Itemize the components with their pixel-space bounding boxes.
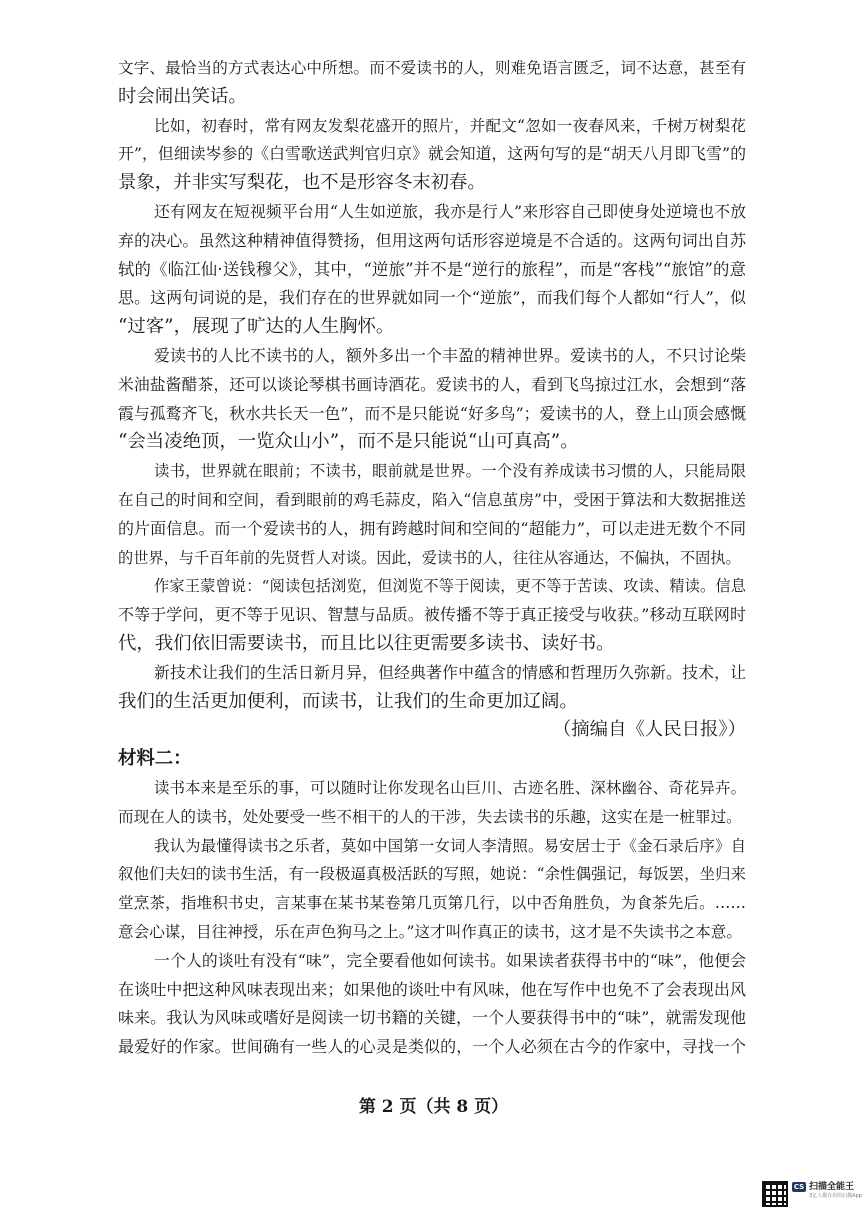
text-line: 的世界，与千百年前的先贤哲人对谈。因此，爱读书的人，往往从容通达，不偏执，不固执。 [118,548,741,567]
text-line: 我认为最懂得读书之乐者，莫如中国第一女词人李清照。易安居士于《金石录后序》自 [154,836,746,855]
text-line: 时会闹出笑话。 [118,85,247,107]
text-line: 堂烹茶，指堆积书史，言某事在某书某卷第几页第几行，以中否角胜负，为食茶先后。…… [118,894,746,913]
text-line: 一个人的谈吐有没有“味”，完全要看他如何读书。如果读者获得书中的“味”，他便会 [154,950,746,970]
text-line: 在谈吐中把这种风味表现出来；如果他的谈吐中有风味，他在写作中也免不了会表现出风 [118,979,746,999]
text-line: 读书本来是至乐的事，可以随时让你发现名山巨川、古迹名胜、深林幽谷、奇花异卉。 [154,778,746,797]
text-line: 意会心谋，目往神授，乐在声色狗马之上。”这才叫作真正的读书，这才是不失读书之本意。 [118,922,742,941]
text-line: 代，我们依旧需要读书，而且比以往更需要多读书、读好书。 [118,632,615,654]
text-line: 轼的《临江仙·送钱穆父》，其中，“逆旅”并不是“逆行的旅程”，而是“客栈”“旅馆”的意 [118,259,746,279]
text-line: 景象，并非实写梨花，也不是形容冬末初春。 [118,172,486,194]
text-line: 米油盐酱醋茶，还可以谈论琴棋书画诗酒花。爱读书的人，看到飞鸟掠过江水，会想到“落 [118,374,746,394]
text-line: “会当凌绝顶，一览众山小”，而不是只能说“山可真高”。 [118,431,579,453]
text-line: 开”，但细读岑参的《白雪歌送武判官归京》就会知道，这两句写的是“胡天八月即飞雪”的 [118,144,746,164]
scanner-logo-icon: CS [793,1183,805,1191]
page-number: 第 2 页（共 8 页） [358,1097,509,1117]
text-line: 我们的生活更加便利，而读书，让我们的生命更加辽阔。 [118,690,578,712]
text-line: 的片面信息。而一个爱读书的人，拥有跨越时间和空间的“超能力”，可以走进无数个不同 [118,518,746,538]
text-line: 不等于学问，更不等于见识、智慧与品质。被传播不等于真正接受与收获。”移动互联网时 [118,605,746,625]
text-line: 爱读书的人比不读书的人，额外多出一个丰盈的精神世界。爱读书的人，不只讨论柴 [154,345,746,365]
text-line: 弃的决心。虽然这种精神值得赞扬，但用这两句话形容逆境是不合适的。这两句词出自苏 [118,230,746,250]
text-line: “过客”，展现了旷达的人生胸怀。 [118,316,395,338]
text-line: 最爱好的作家。世间确有一些人的心灵是类似的，一个人必须在古今的作家中，寻找一个 [118,1037,746,1057]
text-line: 作家王蒙曾说：“阅读包括浏览，但浏览不等于阅读，更不等于苦读、攻读、精读。信息 [154,577,746,596]
text-line: 思。这两句词说的是，我们存在的世界就如同一个“逆旅”，而我们每个人都如“行人”，似 [118,288,746,308]
qr-code-icon [762,1181,788,1207]
text-line: 叙他们夫妇的读书生活，有一段极逼真极活跃的写照，她说：“余性偶强记，每饭罢，坐归来 [118,865,746,884]
scanner-watermark [792,1182,862,1204]
text-line: 文字、最恰当的方式表达心中所想。而不爱读书的人，则难免语言匮乏，词不达意，甚至有 [118,59,746,77]
text-line: 霞与孤鹜齐飞，秋水共长天一色”，而不是只能说“好多鸟”；爱读书的人，登上山顶会感慨 [118,403,746,423]
text-line: 比如，初春时，常有网友发梨花盛开的照片，并配文“忽如一夜春风来，千树万树梨花 [154,116,746,135]
document-body [118,54,746,1062]
scanner-brand-name: 扫描全能王 [809,1182,855,1192]
source-citation: （摘编自《人民日报》） [552,719,746,741]
text-line: 新技术让我们的生活日新月异，但经典著作中蕴含的情感和哲理历久弥新。技术，让 [154,662,746,682]
text-line: 读书，世界就在眼前；不读书，眼前就是世界。一个没有养成读书习惯的人，只能局限 [154,462,746,481]
text-line: 味来。我认为风味或嗜好是阅读一切书籍的关键，一个人要获得书中的“味”，就需发现他 [118,1008,746,1028]
text-line: 在自己的时间和空间，看到眼前的鸡毛蒜皮，陷入“信息茧房”中，受困于算法和大数据推送 [118,490,746,509]
scanner-brand-slogan: 3亿人都在用的扫描App [809,1193,862,1199]
text-line: 还有网友在短视频平台用“人生如逆旅，我亦是行人”来形容自己即使身处逆境也不放 [154,201,746,221]
text-line: 而现在人的读书，处处要受一些不相干的人的干涉，失去读书的乐趣，这实在是一桩罪过。 [118,807,742,826]
section-heading: 材料二： [118,748,192,770]
